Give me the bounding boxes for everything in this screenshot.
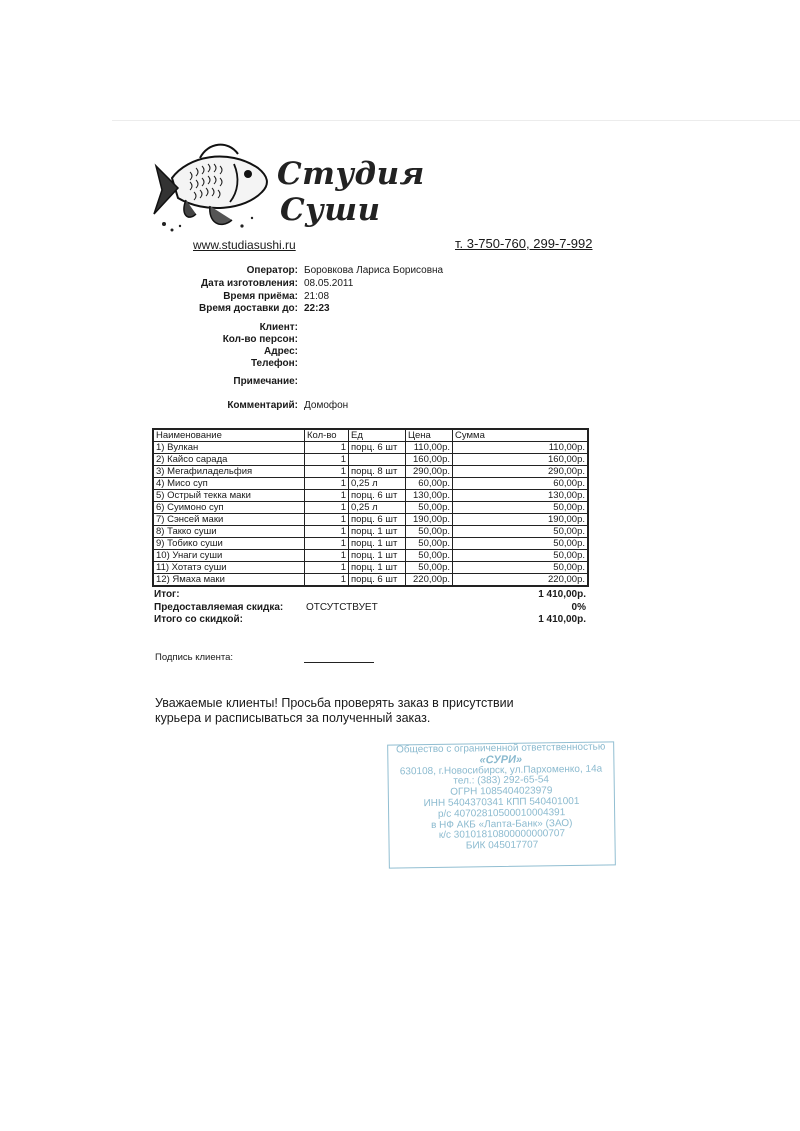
- header-name: Наименование: [153, 429, 305, 442]
- discount-status: ОТСУТСТВУЕТ: [306, 602, 378, 613]
- cell-unit: порц. 1 шт: [349, 562, 406, 574]
- stamp-line: в НФ АКБ «Лanта-Банк» (ЗАО): [430, 817, 573, 831]
- cell-name: 10) Унаги суши: [153, 550, 305, 562]
- signature-label: Подпись клиента:: [155, 652, 234, 663]
- final-total-value: 1 410,00р.: [538, 614, 586, 625]
- cell-sum: 50,00р.: [453, 550, 589, 562]
- cell-name: 6) Суимоно суп: [153, 502, 305, 514]
- cell-sum: 110,00р.: [453, 442, 589, 454]
- header-price: Цена: [406, 429, 453, 442]
- cell-sum: 50,00р.: [453, 502, 589, 514]
- cell-name: 8) Такко суши: [153, 526, 305, 538]
- stamp-line: р/с 40702810500010004391: [437, 806, 566, 820]
- cell-sum: 50,00р.: [453, 526, 589, 538]
- stamp-line: тел.: (383) 292-65-54: [453, 774, 550, 788]
- client-label: Клиент:: [259, 322, 298, 333]
- cell-price: 110,00р.: [406, 442, 453, 454]
- cell-name: 1) Вулкан: [153, 442, 305, 454]
- cell-qty: 1: [305, 502, 349, 514]
- table-row: [153, 454, 588, 466]
- cell-qty: 1: [305, 538, 349, 550]
- delivery-time-label: Время доставки до:: [199, 303, 298, 314]
- stamp-line: «СУРИ»: [479, 753, 523, 767]
- total-value: 1 410,00р.: [538, 589, 586, 600]
- cell-name: 11) Хотатэ суши: [153, 562, 305, 574]
- table-row: [153, 514, 588, 526]
- note-label: Примечание:: [233, 376, 298, 387]
- cell-qty: 1: [305, 442, 349, 454]
- cell-name: 3) Мегафиладельфия: [153, 466, 305, 478]
- stamp-line: ИНН 5404370341 КПП 540401001: [423, 795, 580, 810]
- table-row: [153, 490, 588, 502]
- comment-value: Домофон: [304, 400, 349, 411]
- stamp-line: Общество с ограниченной ответственностью: [395, 741, 606, 756]
- table-row: [153, 562, 588, 574]
- stamp-line: ОГРН 1085404023979: [450, 785, 553, 798]
- cell-unit: порц. 8 шт: [349, 466, 406, 478]
- cell-qty: 1: [305, 574, 349, 587]
- cell-unit: [349, 454, 406, 466]
- cell-name: 4) Мисо суп: [153, 478, 305, 490]
- cell-qty: 1: [305, 454, 349, 466]
- stamp-line: 630108, г.Новосибирск, ул.Пархоменко, 14а: [399, 763, 603, 778]
- cell-name: 9) Тобико суши: [153, 538, 305, 550]
- made-date-value: 08.05.2011: [304, 278, 354, 289]
- table-row: [153, 538, 588, 550]
- cell-unit: порц. 1 шт: [349, 550, 406, 562]
- table-row: [153, 574, 588, 587]
- logo-title-line2: Суши: [280, 192, 381, 228]
- delivery-time-value: 22:23: [304, 303, 330, 314]
- cell-qty: 1: [305, 514, 349, 526]
- cell-price: 50,00р.: [406, 526, 453, 538]
- cell-name: 12) Ямаха маки: [153, 574, 305, 587]
- cell-unit: порц. 6 шт: [349, 574, 406, 587]
- cell-qty: 1: [305, 466, 349, 478]
- table-row: [153, 478, 588, 490]
- cell-price: 220,00р.: [406, 574, 453, 587]
- header-sum: Сумма: [453, 429, 589, 442]
- cell-price: 130,00р.: [406, 490, 453, 502]
- cell-qty: 1: [305, 550, 349, 562]
- cell-unit: порц. 1 шт: [349, 538, 406, 550]
- cell-sum: 220,00р.: [453, 574, 589, 587]
- website-link[interactable]: www.studiasushi.ru: [193, 238, 296, 252]
- company-stamp: [387, 741, 616, 868]
- comment-label: Комментарий:: [227, 400, 298, 411]
- final-total-label: Итого со скидкой:: [154, 614, 243, 625]
- cell-price: 290,00р.: [406, 466, 453, 478]
- cell-unit: порц. 6 шт: [349, 490, 406, 502]
- cell-qty: 1: [305, 478, 349, 490]
- fish-icon: [150, 138, 275, 238]
- phone-number: т. 3-750-760, 299-7-992: [455, 236, 593, 251]
- customer-notice: Уважаемые клиенты! Просьба проверять заказ в присутствии курьера и расписываться за полученный заказ.: [155, 696, 514, 725]
- logo-title-line1: Студия: [277, 156, 425, 192]
- stamp-line: БИК 045017707: [465, 839, 539, 852]
- cell-qty: 1: [305, 490, 349, 502]
- made-date-label: Дата изготовления:: [201, 278, 298, 289]
- cell-unit: 0,25 л: [349, 478, 406, 490]
- table-header-row: [153, 429, 588, 442]
- cell-name: 2) Кайсо сарада: [153, 454, 305, 466]
- cell-sum: 50,00р.: [453, 562, 589, 574]
- header-unit: Ед: [349, 429, 406, 442]
- cell-sum: 130,00р.: [453, 490, 589, 502]
- table-row: [153, 526, 588, 538]
- cell-name: 5) Острый текка маки: [153, 490, 305, 502]
- signature-line: [304, 662, 374, 663]
- order-table: [152, 428, 589, 587]
- cell-price: 160,00р.: [406, 454, 453, 466]
- cell-sum: 160,00р.: [453, 454, 589, 466]
- table-row: [153, 550, 588, 562]
- studio-sushi-logo: [150, 138, 425, 238]
- discount-percent: 0%: [571, 602, 586, 613]
- table-row: [153, 442, 588, 454]
- cell-sum: 290,00р.: [453, 466, 589, 478]
- order-rows: [153, 442, 588, 587]
- operator-label: Оператор:: [246, 265, 298, 276]
- cell-sum: 60,00р.: [453, 478, 589, 490]
- cell-qty: 1: [305, 526, 349, 538]
- cell-price: 50,00р.: [406, 538, 453, 550]
- total-label: Итог:: [154, 589, 180, 600]
- stamp-line: к/с 30101810800000000707: [438, 828, 566, 842]
- address-label: Адрес:: [264, 346, 298, 357]
- received-time-value: 21:08: [304, 291, 330, 302]
- operator-value: Боровкова Лариса Борисовна: [304, 265, 444, 276]
- header-qty: Кол-во: [305, 429, 349, 442]
- cell-unit: 0,25 л: [349, 502, 406, 514]
- cell-qty: 1: [305, 562, 349, 574]
- cell-sum: 190,00р.: [453, 514, 589, 526]
- received-time-label: Время приёма:: [223, 291, 298, 302]
- cell-price: 190,00р.: [406, 514, 453, 526]
- telephone-label: Телефон:: [250, 358, 298, 369]
- persons-label: Кол-во персон:: [222, 334, 298, 345]
- cell-price: 50,00р.: [406, 550, 453, 562]
- table-row: [153, 466, 588, 478]
- cell-unit: порц. 6 шт: [349, 514, 406, 526]
- cell-price: 50,00р.: [406, 562, 453, 574]
- cell-sum: 50,00р.: [453, 538, 589, 550]
- cell-unit: порц. 6 шт: [349, 442, 406, 454]
- table-row: [153, 502, 588, 514]
- cell-name: 7) Сэнсей маки: [153, 514, 305, 526]
- cell-price: 60,00р.: [406, 478, 453, 490]
- cell-unit: порц. 1 шт: [349, 526, 406, 538]
- cell-price: 50,00р.: [406, 502, 453, 514]
- discount-label: Предоставляемая скидка:: [154, 602, 284, 613]
